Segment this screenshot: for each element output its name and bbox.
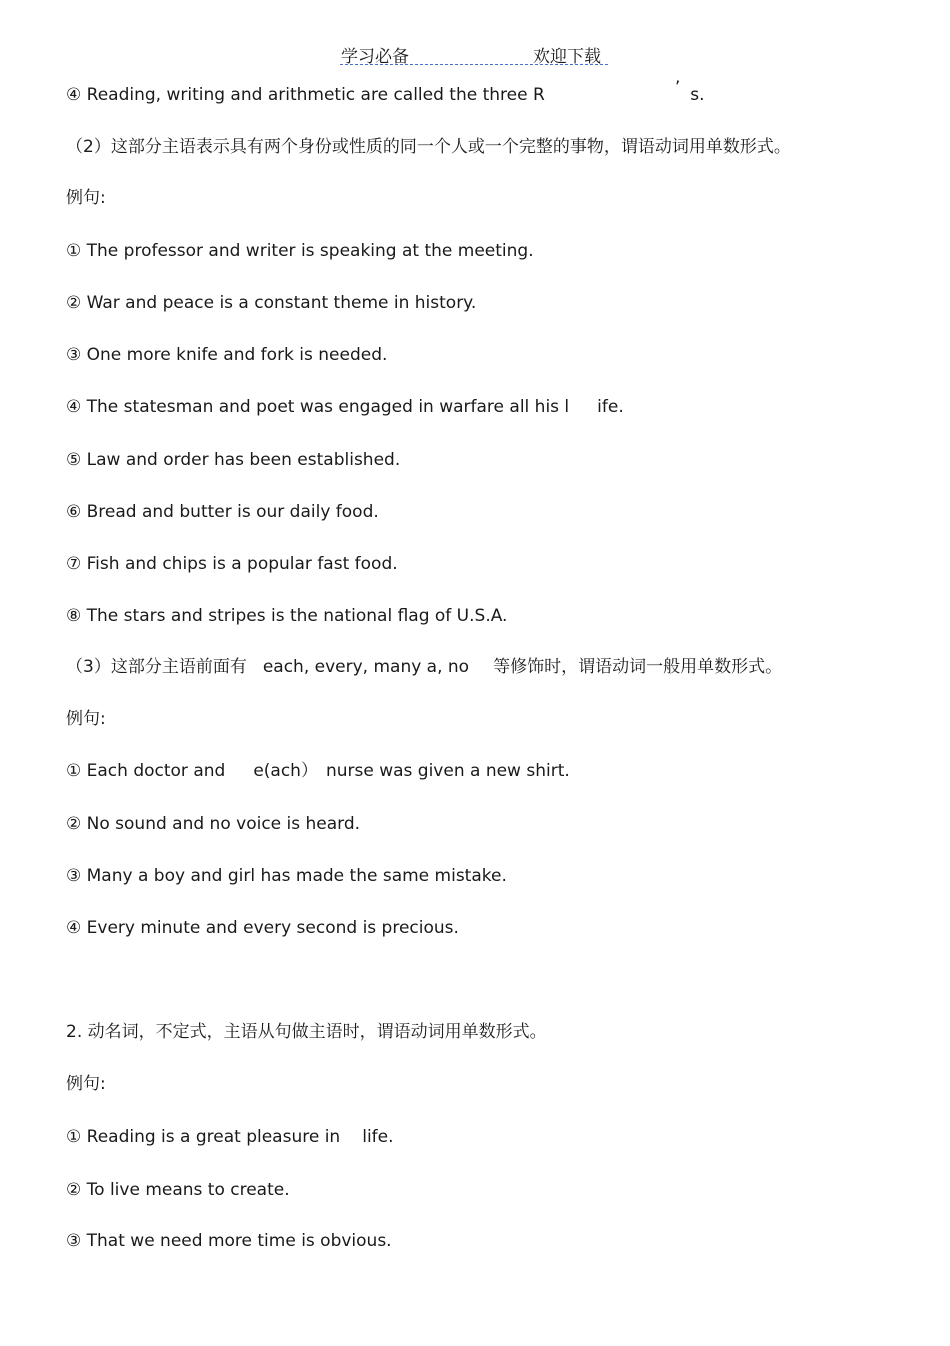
example-line: ⑧ The stars and stripes is the national flag of U.S.A. — [66, 606, 508, 626]
example-line: ① The professor and writer is speaking at the meeting. — [66, 241, 534, 261]
example-line: ② War and peace is a constant theme in history. — [66, 293, 477, 313]
example-line: ③ Many a boy and girl has made the same mistake. — [66, 866, 507, 886]
example-line: ③ One more knife and fork is needed. — [66, 345, 388, 365]
example-label: 例句: — [66, 188, 106, 208]
header-right-text: 欢迎下载 — [533, 47, 601, 67]
example-text-end: nurse was given a new shirt. — [325, 761, 570, 781]
example-line: ⑥ Bread and butter is our daily food. — [66, 502, 379, 522]
example-text: ④ Reading, writing and arithmetic are called the three R — [66, 85, 545, 105]
example-line — [66, 1127, 394, 1147]
section-heading: 2. 动名词，不定式，主语从句做主语时，谓语动词用单数形式。 — [66, 1022, 547, 1042]
example-text: ① Each doctor and — [66, 761, 226, 781]
example-text: ④ The statesman and poet was engaged in warfare all his l — [66, 397, 570, 417]
example-label: 例句: — [66, 1074, 106, 1094]
example-text-end: life. — [362, 1127, 394, 1147]
heading-keywords: each, every, many a, no — [262, 657, 470, 677]
example-text-end: ife. — [597, 397, 624, 417]
example-line: ② To live means to create. — [66, 1180, 290, 1200]
heading-text-end: 等修饰时，谓语动词一般用单数形式。 — [493, 657, 783, 677]
example-line: ② No sound and no voice is heard. — [66, 814, 361, 834]
example-label: 例句: — [66, 709, 106, 729]
example-line — [66, 397, 624, 417]
heading-text: （3）这部分主语前面有 — [66, 657, 247, 677]
example-text: ① Reading is a great pleasure in — [66, 1127, 341, 1147]
section-heading — [66, 657, 782, 677]
section-heading: （2）这部分主语表示具有两个身份或性质的同一个人或一个完整的事物，谓语动词用单数形式。 — [66, 137, 791, 157]
example-line: ③ That we need more time is obvious. — [66, 1231, 392, 1251]
example-line: ⑦ Fish and chips is a popular fast food. — [66, 554, 398, 574]
example-text-end: s. — [690, 85, 705, 105]
example-line — [66, 78, 705, 105]
header-left-text: 学习必备 — [341, 47, 409, 67]
example-line: ⑤ Law and order has been established. — [66, 450, 401, 470]
apostrophe: ’ — [674, 78, 681, 98]
example-parenthetical: e(ach） — [253, 761, 318, 781]
example-line — [66, 761, 570, 781]
example-line: ④ Every minute and every second is precious. — [66, 918, 459, 938]
page-header — [340, 40, 608, 65]
